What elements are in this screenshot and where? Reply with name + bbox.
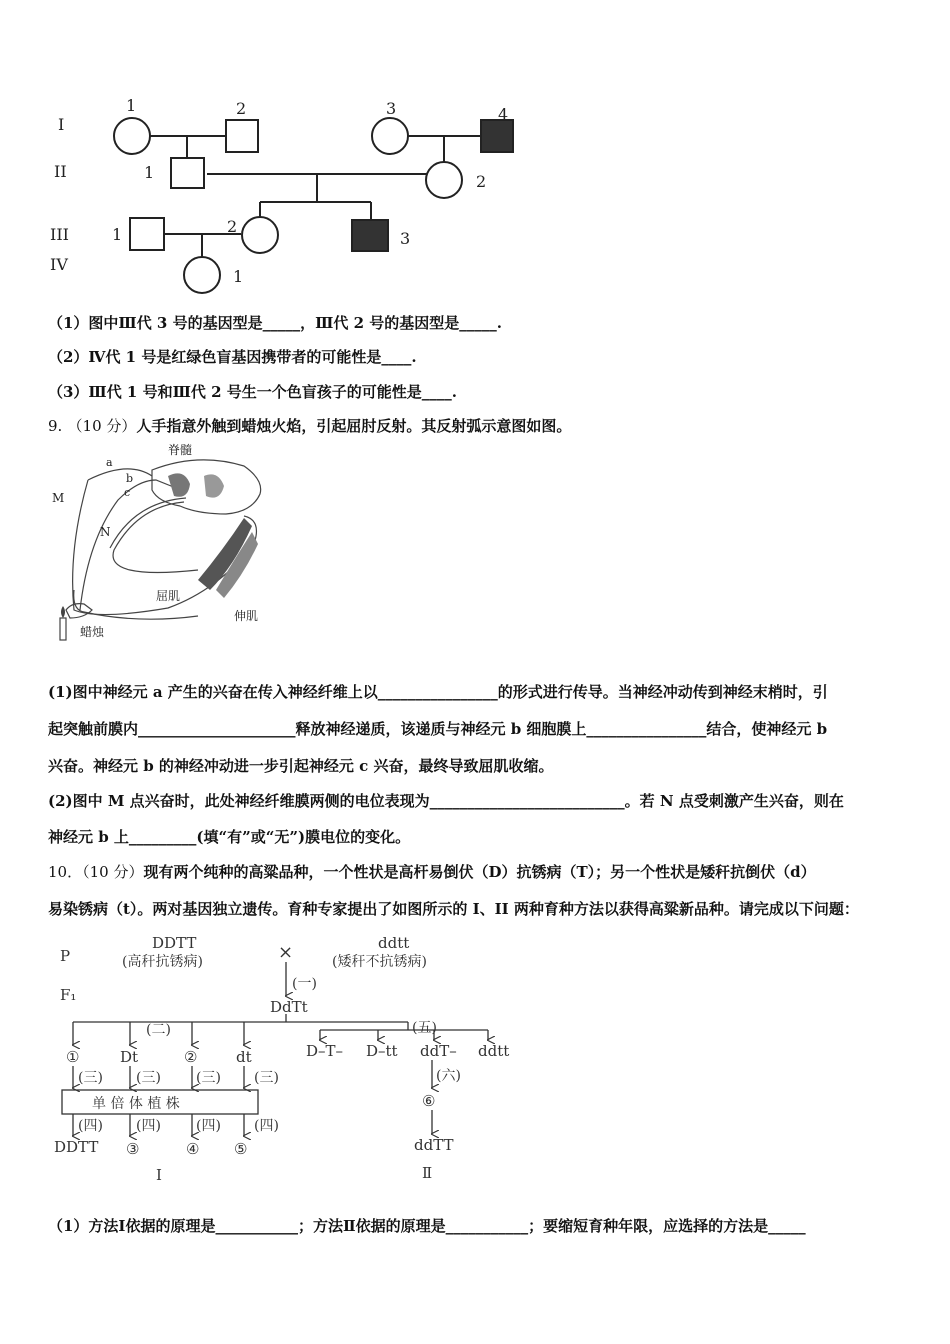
step3-label-2: (三) (136, 1070, 161, 1086)
q9-stem (48, 415, 571, 436)
label-I-2: 2 (236, 99, 247, 118)
individual-II-1-male (171, 158, 204, 188)
q10-stem-line1 (48, 861, 816, 882)
individual-II-2-female (426, 162, 462, 198)
result-4: ④ (186, 1140, 200, 1158)
parent2-genotype: ddtt (378, 934, 410, 952)
individual-I-4-affected-male (481, 120, 513, 152)
gen-label-III: III (50, 225, 69, 244)
label-I-4: 4 (498, 105, 509, 124)
gamete-1: ① (66, 1048, 80, 1066)
efferent-nerve-inner (110, 498, 186, 548)
q8-part2: （2）Ⅳ代 1 号是红绿色盲基因携带者的可能性是____. (48, 348, 417, 366)
q8-part3: （3）Ⅲ代 1 号和Ⅲ代 2 号生一个色盲孩子的可能性是____. (48, 383, 457, 401)
q10-number: 10． (48, 863, 83, 881)
offspring-D-tt: D–tt (366, 1042, 398, 1060)
gen-label-I: I (58, 115, 65, 134)
individual-III-3-affected-male (352, 220, 388, 251)
label-extensor: 伸肌 (234, 609, 259, 623)
step4-label-1: (四) (78, 1118, 103, 1134)
offspring-D-T: D–T– (306, 1042, 344, 1060)
gamete-2: ② (184, 1048, 198, 1066)
pedigree-chart (40, 92, 560, 302)
label-a: a (106, 456, 113, 469)
circle-6: ⑥ (422, 1092, 436, 1110)
step6-label: (六) (436, 1068, 461, 1084)
label-spinal-cord: 脊髓 (168, 443, 193, 457)
q9-line2: 起突触前膜内_____________________释放神经递质，该递质与神经元 b 细胞膜上________________结合，使神经元 b (48, 720, 828, 738)
q8-part1: （1）图中Ⅲ代 3 号的基因型是_____，Ⅲ代 2 号的基因型是_____. (48, 314, 502, 332)
step1-label: (一) (292, 976, 317, 992)
label-IV-1: 1 (233, 267, 244, 286)
f1-genotype: DdTt (270, 998, 308, 1016)
offspring-ddT: ddT– (420, 1042, 457, 1060)
individual-I-1-female (114, 118, 150, 154)
label-II-1: 1 (144, 163, 155, 182)
q9-stem-text: 人手指意外触到蜡烛火焰，引起屈肘反射。其反射弧示意图如图。 (136, 417, 572, 435)
label-III-3: 3 (400, 229, 411, 248)
label-III-2: 2 (227, 217, 238, 236)
q9-number: 9. (48, 417, 63, 435)
individual-IV-1-female (184, 257, 220, 293)
parent1-phenotype: (高秆抗锈病) (122, 954, 203, 970)
label-flexor: 屈肌 (156, 589, 181, 603)
q9-line1: (1)图中神经元 a 产生的兴奋在传入神经纤维上以________________的形式进行传导。当神经冲动传到神经末梢时，引 (48, 683, 828, 701)
label-II-2: 2 (476, 172, 487, 191)
q10-part1: （1）方法Ⅰ依据的原理是___________；方法Ⅱ依据的原理是___________；要缩短育种年限，应选择的方法是_____ (48, 1217, 806, 1235)
label-F1: F₁ (60, 986, 77, 1004)
q9-line3: 兴奋。神经元 b 的神经冲动进一步引起神经元 c 兴奋，最终导致屈肌收缩。 (48, 757, 554, 775)
gen-label-IV: IV (50, 255, 68, 274)
individual-III-1-male (130, 218, 164, 250)
gamete-dt: dt (236, 1048, 252, 1066)
q9-line4: (2)图中 M 点兴奋时，此处神经纤维膜两侧的电位表现为__________________________。若 N 点受刺激产生兴奋，则在 (48, 792, 844, 810)
candle-body (60, 618, 66, 640)
q10-stem-text1: 现有两个纯种的高粱品种，一个性状是高杆易倒伏（D）抗锈病（T）；另一个性状是矮秆抗倒伏（d） (143, 863, 816, 881)
label-b: b (126, 472, 134, 485)
label-I-3: 3 (386, 99, 397, 118)
offspring-ddtt: ddtt (478, 1042, 510, 1060)
grey-matter-left (168, 473, 190, 496)
breeding-diagram (48, 928, 528, 1188)
method1-label: I (156, 1166, 162, 1184)
step4-label-4: (四) (254, 1118, 279, 1134)
step3-label-4: (三) (254, 1070, 279, 1086)
q9-line5: 神经元 b 上_________(填“有”或“无”)膜电位的变化。 (48, 828, 411, 846)
step4-label-2: (四) (136, 1118, 161, 1134)
label-M: M (52, 491, 65, 505)
q9-score: （10 分） (67, 417, 137, 435)
step4-label-3: (四) (196, 1118, 221, 1134)
candle-flame (61, 606, 65, 618)
label-N: N (100, 525, 111, 539)
individual-III-2-female (242, 217, 278, 253)
step5-label: (五) (412, 1020, 437, 1036)
label-I-1: 1 (126, 96, 137, 115)
individual-I-2-male (226, 120, 258, 152)
label-III-1: 1 (112, 225, 123, 244)
grey-matter-right (204, 474, 224, 497)
reflex-arc-figure (48, 440, 278, 650)
efferent-nerve (113, 502, 198, 573)
hand-shape (66, 604, 92, 618)
step2-label: (二) (146, 1022, 171, 1038)
gen-label-II: II (54, 162, 67, 181)
step3-label-3: (三) (196, 1070, 221, 1086)
cross-symbol: × (278, 942, 294, 963)
label-P: P (60, 947, 71, 965)
result-DDTT: DDTT (54, 1138, 99, 1156)
result-3: ③ (126, 1140, 140, 1158)
step3-label-1: (三) (78, 1070, 103, 1086)
q10-stem-line2: 易染锈病（t）。两对基因独立遗传。育种专家提出了如图所示的 I、II 两种育种方法以获得高粱新品种。请完成以下问题： (48, 900, 859, 918)
haploid-label: 单 倍 体 植 株 (92, 1096, 180, 1112)
result-5: ⑤ (234, 1140, 248, 1158)
parent1-genotype: DDTT (152, 934, 197, 952)
result-ddTT: ddTT (414, 1136, 454, 1154)
individual-I-3-female (372, 118, 408, 154)
q10-score: （10 分） (82, 863, 144, 881)
gamete-Dt: Dt (120, 1048, 139, 1066)
label-c: c (124, 486, 131, 499)
label-candle: 蜡烛 (80, 625, 105, 639)
parent2-phenotype: (矮秆不抗锈病) (332, 954, 427, 970)
method2-label: Ⅱ (422, 1164, 433, 1182)
